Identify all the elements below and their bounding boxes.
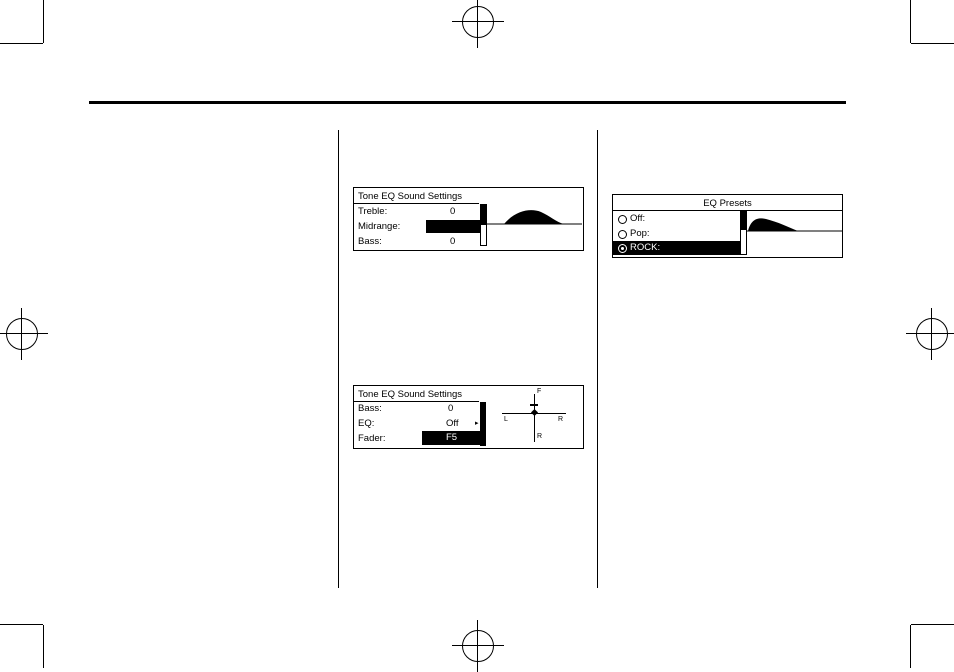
preset-rock-label[interactable]: ROCK: [630, 242, 661, 253]
crop-mark [911, 624, 954, 625]
bass-label: Bass: [358, 236, 382, 247]
midrange-label: Midrange: [358, 221, 401, 232]
rock-highlight[interactable] [613, 241, 740, 255]
crop-mark [0, 43, 43, 44]
fader-axis [534, 394, 535, 442]
crop-mark [910, 625, 911, 668]
rear-label: R [537, 433, 543, 440]
front-label: F [537, 388, 542, 395]
crop-mark [43, 0, 44, 43]
column-divider [597, 130, 598, 588]
radio-pop[interactable] [618, 230, 627, 239]
header-rule [89, 101, 846, 104]
registration-mark [462, 6, 494, 38]
bass-value[interactable]: 0 [448, 403, 454, 414]
tone-eq-screen-2 [353, 385, 584, 449]
midrange-highlight[interactable] [426, 220, 480, 233]
title-divider [354, 203, 479, 204]
treble-value[interactable]: 0 [450, 206, 456, 217]
screen-title: EQ Presets [703, 198, 752, 209]
crop-mark [0, 624, 43, 625]
preset-off-label[interactable]: Off: [630, 213, 646, 224]
registration-mark [916, 318, 948, 350]
scrollbar[interactable] [480, 402, 486, 446]
right-arrow-icon[interactable]: ▸ [475, 420, 479, 427]
fader-label: Fader: [358, 433, 386, 444]
eq-curve-graphic [486, 204, 582, 234]
title-divider [354, 401, 479, 402]
left-label: L [504, 416, 508, 423]
radio-off[interactable] [618, 215, 627, 224]
eq-value[interactable]: Off [446, 418, 459, 429]
registration-mark [462, 630, 494, 662]
crop-mark [911, 43, 954, 44]
preset-pop-label[interactable]: Pop: [630, 228, 650, 239]
fader-highlight[interactable] [422, 431, 480, 445]
tone-eq-screen-1 [353, 187, 584, 251]
column-divider [338, 130, 339, 588]
eq-curve-graphic [746, 211, 842, 241]
eq-presets-screen [612, 194, 843, 258]
crop-mark [910, 0, 911, 43]
eq-label: EQ: [358, 418, 375, 429]
crop-mark [43, 625, 44, 668]
screen-title: Tone EQ Sound Settings [358, 389, 463, 400]
registration-mark [6, 318, 38, 350]
treble-label: Treble: [358, 206, 388, 217]
bass-label: Bass: [358, 403, 382, 414]
fader-marker[interactable] [530, 404, 538, 406]
radio-rock[interactable] [618, 244, 627, 253]
fader-value: F5 [446, 432, 458, 443]
screen-title: Tone EQ Sound Settings [358, 191, 463, 202]
bass-value[interactable]: 0 [450, 236, 456, 247]
position-marker[interactable] [531, 409, 538, 416]
right-label: R [558, 416, 564, 423]
